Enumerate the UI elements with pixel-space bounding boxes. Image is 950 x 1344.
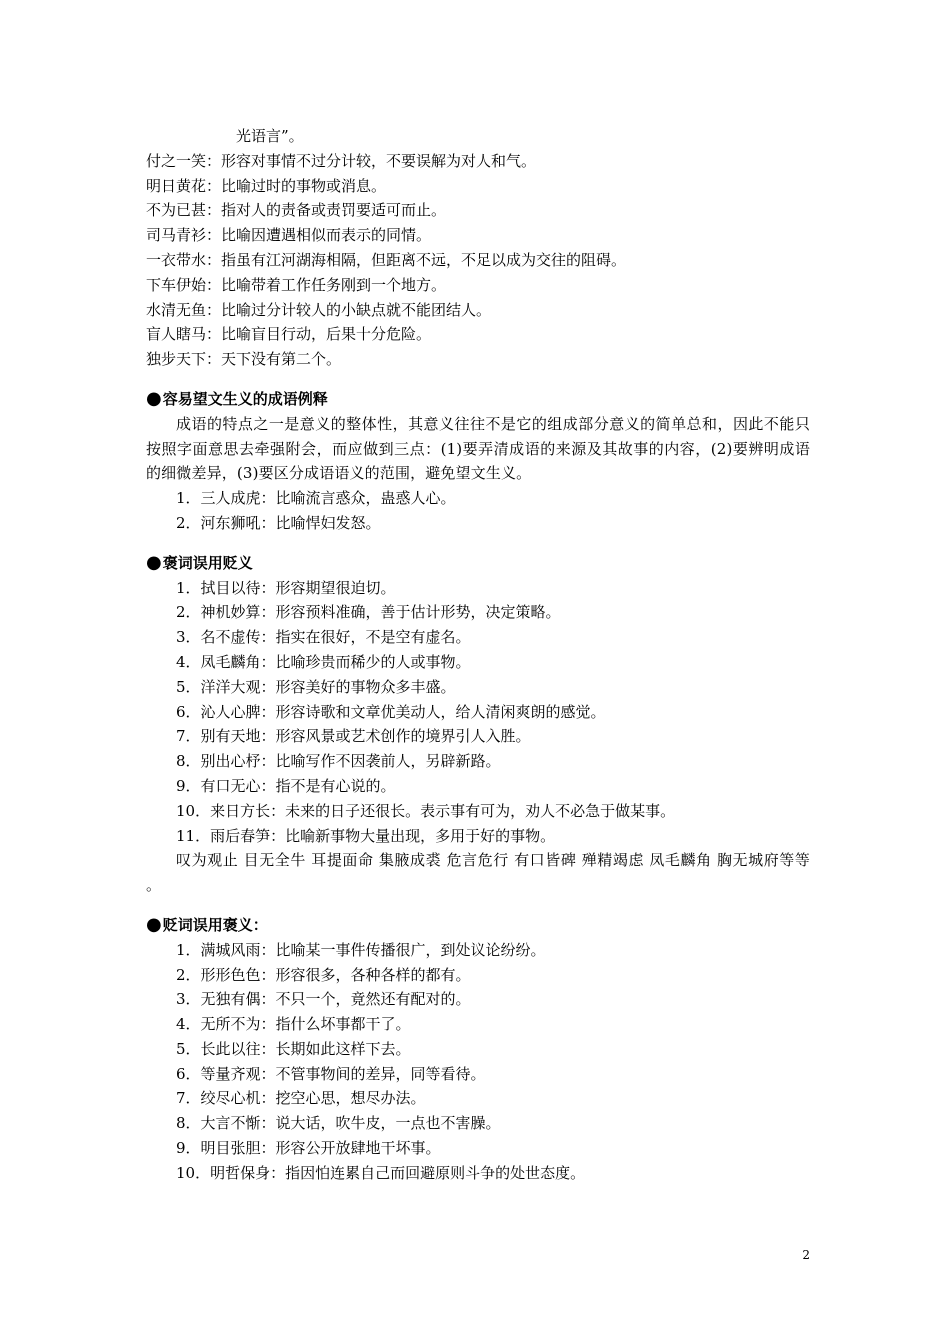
list-item: 3．名不虚传：指实在很好，不是空有虚名。 bbox=[176, 628, 471, 647]
list-item: 3．无独有偶：不只一个，竟然还有配对的。 bbox=[176, 990, 471, 1009]
idiom-line: 独步天下：天下没有第二个。 bbox=[146, 350, 342, 369]
list-item: 10．明哲保身：指因怕连累自己而回避原则斗争的处世态度。 bbox=[176, 1163, 586, 1182]
page-number: 2 bbox=[802, 1248, 810, 1262]
list-item: 9．有口无心：指不是有心说的。 bbox=[176, 776, 396, 795]
list-item: 2．河东狮吼：比喻悍妇发怒。 bbox=[176, 513, 381, 532]
section-title: 贬词误用褒义： bbox=[162, 915, 268, 934]
list-item: 7．别有天地：形容风景或艺术创作的境界引人入胜。 bbox=[176, 727, 531, 746]
idiom-line: 下车伊始：比喻带着工作任务刚到一个地方。 bbox=[146, 275, 447, 294]
section-paragraph: 叹为观止 目无全牛 耳提面命 集腋成裘 危言危行 有口皆碑 殚精竭虑 凤毛麟角 胸无城府等等 。 bbox=[146, 851, 810, 895]
bullet-icon: ● bbox=[146, 551, 162, 573]
list-item: 6．沁人心脾：形容诗歌和文章优美动人，给人清闲爽朗的感觉。 bbox=[176, 702, 606, 721]
list-item: 4．凤毛麟角：比喻珍贵而稀少的人或事物。 bbox=[176, 652, 471, 671]
list-item: 1．满城风雨：比喻某一事件传播很广，到处议论纷纷。 bbox=[176, 940, 546, 959]
idiom-line: 明日黄花：比喻过时的事物或消息。 bbox=[146, 176, 387, 195]
list-item: 8．别出心杼：比喻写作不因袭前人，另辟新路。 bbox=[176, 752, 501, 771]
list-item: 5．洋洋大观：形容美好的事物众多丰盛。 bbox=[176, 677, 456, 696]
list-item: 1．拭目以待：形容期望很迫切。 bbox=[176, 578, 396, 597]
section-title: 褒词误用贬义 bbox=[162, 553, 253, 572]
list-item: 1．三人成虎：比喻流言惑众，蛊惑人心。 bbox=[176, 489, 456, 508]
list-item: 4．无所不为：指什么坏事都干了。 bbox=[176, 1015, 411, 1034]
section-paragraph: 成语的特点之一是意义的整体性，其意义往往不是它的组成部分意义的简单总和，因此不能只按照字面意思去牵强附会，而应做到三点：(1)要弄清成语的来源及其故事的内容，(2)要辨明成语的细微差异，(3)要区分成语语义的范围，避免望文生义。 bbox=[146, 414, 810, 483]
list-item: 11．雨后春笋：比喻新事物大量出现，多用于好的事物。 bbox=[176, 826, 556, 845]
idiom-line: 不为已甚：指对人的责备或责罚要适可而止。 bbox=[146, 201, 447, 220]
idiom-line: 一衣带水：指虽有江河湖海相隔，但距离不远，不足以成为交往的阻碍。 bbox=[146, 250, 627, 269]
section-heading bbox=[146, 387, 810, 412]
list-item: 2．神机妙算：形容预料准确，善于估计形势，决定策略。 bbox=[176, 603, 561, 622]
section-heading bbox=[146, 551, 810, 576]
bullet-icon: ● bbox=[146, 387, 162, 409]
idiom-line: 付之一笑：形容对事情不过分计较，不要误解为对人和气。 bbox=[146, 151, 537, 170]
list-item: 10．来日方长：未来的日子还很长。表示事有可为，劝人不必急于做某事。 bbox=[176, 801, 676, 820]
list-item: 9．明目张胆：形容公开放肆地干坏事。 bbox=[176, 1139, 441, 1158]
list-item: 2．形形色色：形容很多，各种各样的都有。 bbox=[176, 965, 471, 984]
section-title: 容易望文生义的成语例释 bbox=[162, 389, 328, 408]
idiom-line: 司马青衫：比喻因遭遇相似而表示的同情。 bbox=[146, 226, 432, 245]
page-content bbox=[146, 124, 810, 1186]
bullet-icon: ● bbox=[146, 913, 162, 935]
list-item: 5．长此以往：长期如此这样下去。 bbox=[176, 1039, 411, 1058]
text-line: 光语言”。 bbox=[236, 127, 304, 145]
list-item: 8．大言不惭：说大话，吹牛皮，一点也不害臊。 bbox=[176, 1114, 501, 1133]
idiom-line: 盲人瞎马：比喻盲目行动，后果十分危险。 bbox=[146, 325, 432, 344]
list-item: 6．等量齐观：不管事物间的差异，同等看待。 bbox=[176, 1064, 486, 1083]
section-heading bbox=[146, 913, 810, 938]
list-item: 7．绞尽心机：挖空心思，想尽办法。 bbox=[176, 1089, 426, 1108]
idiom-line: 水清无鱼：比喻过分计较人的小缺点就不能团结人。 bbox=[146, 300, 492, 319]
